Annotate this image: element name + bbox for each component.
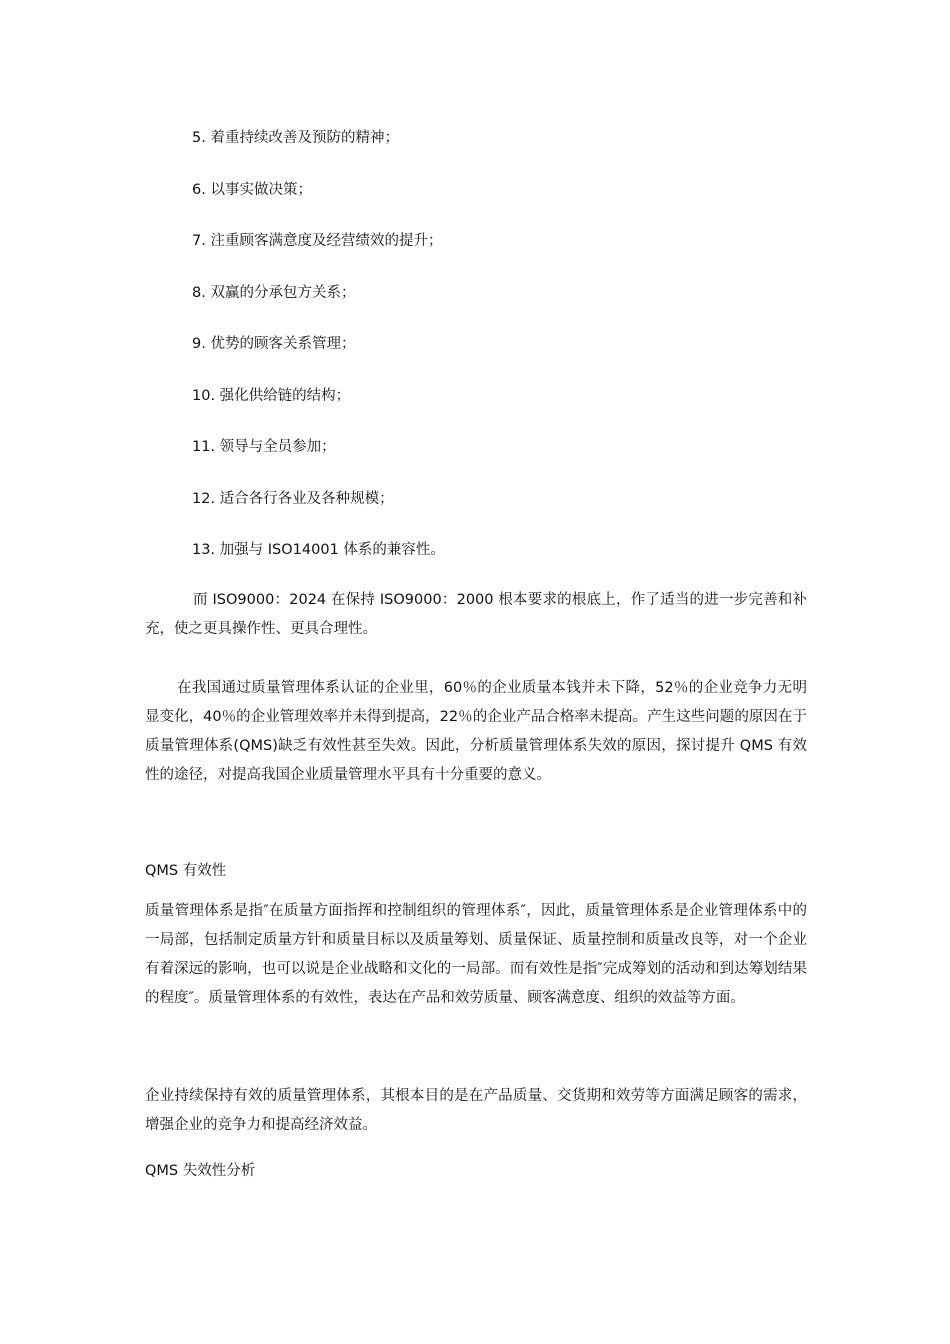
statistics-paragraph: 在我国通过质量管理体系认证的企业里，60％的企业质量本钱并未下降，52％的企业竞争力无明显变化，40％的企业管理效率并未得到提高，22％的企业产品合格率未提高。产生这些问题的原因在于质量管理体系(QMS)缺乏有效性甚至失效。因此，分析质量管理体系失效的原因，探讨提升 QMS 有效性的途径，对提高我国企业质量管理水平具有十分重要的意义。 bbox=[145, 680, 807, 783]
goal-paragraph: 企业持续保持有效的质量管理体系，其根本目的是在产品质量、交货期和效劳等方面满足顾客的需求，增强企业的竞争力和提高经济效益。 bbox=[145, 1088, 807, 1133]
list-item: 6. 以事实做决策； bbox=[192, 181, 312, 198]
list-item: 12. 适合各行各业及各种规模； bbox=[192, 490, 394, 507]
list-item: 5. 着重持续改善及预防的精神； bbox=[192, 130, 399, 146]
list-item: 9. 优势的顾客关系管理； bbox=[192, 336, 356, 352]
list-item: 10. 强化供给链的结构； bbox=[192, 387, 351, 404]
list-item: 11. 领导与全员参加； bbox=[192, 439, 336, 455]
qms-effectiveness-heading: QMS 有效性 bbox=[145, 863, 227, 879]
qms-failure-analysis-heading: QMS 失效性分析 bbox=[145, 1163, 256, 1179]
definition-paragraph: 质量管理体系是指″在质量方面指挥和控制组织的管理体系″，因此，质量管理体系是企业管理体系中的一局部，包括制定质量方针和质量目标以及质量筹划、质量保证、质量控制和质量改良等，对一个企业有着深远的影响，也可以说是企业战略和文化的一局部。而有效性是指″完成筹划的活动和到达筹划结果的程度″。质量管理体系的有效性，表达在产品和效劳质量、顾客满意度、组织的效益等方面。 bbox=[145, 903, 807, 1006]
list-item: 13. 加强与 ISO14001 体系的兼容性。 bbox=[192, 542, 445, 558]
principles-list bbox=[192, 126, 812, 590]
list-item: 7. 注重顾客满意度及经营绩效的提升； bbox=[192, 233, 443, 249]
list-item: 8. 双赢的分承包方关系； bbox=[192, 284, 356, 301]
iso-paragraph: 而 ISO9000：2024 在保持 ISO9000：2000 根本要求的根底上，作了适当的进一步完善和补充，使之更具操作性、更具合理性。 bbox=[145, 592, 807, 637]
